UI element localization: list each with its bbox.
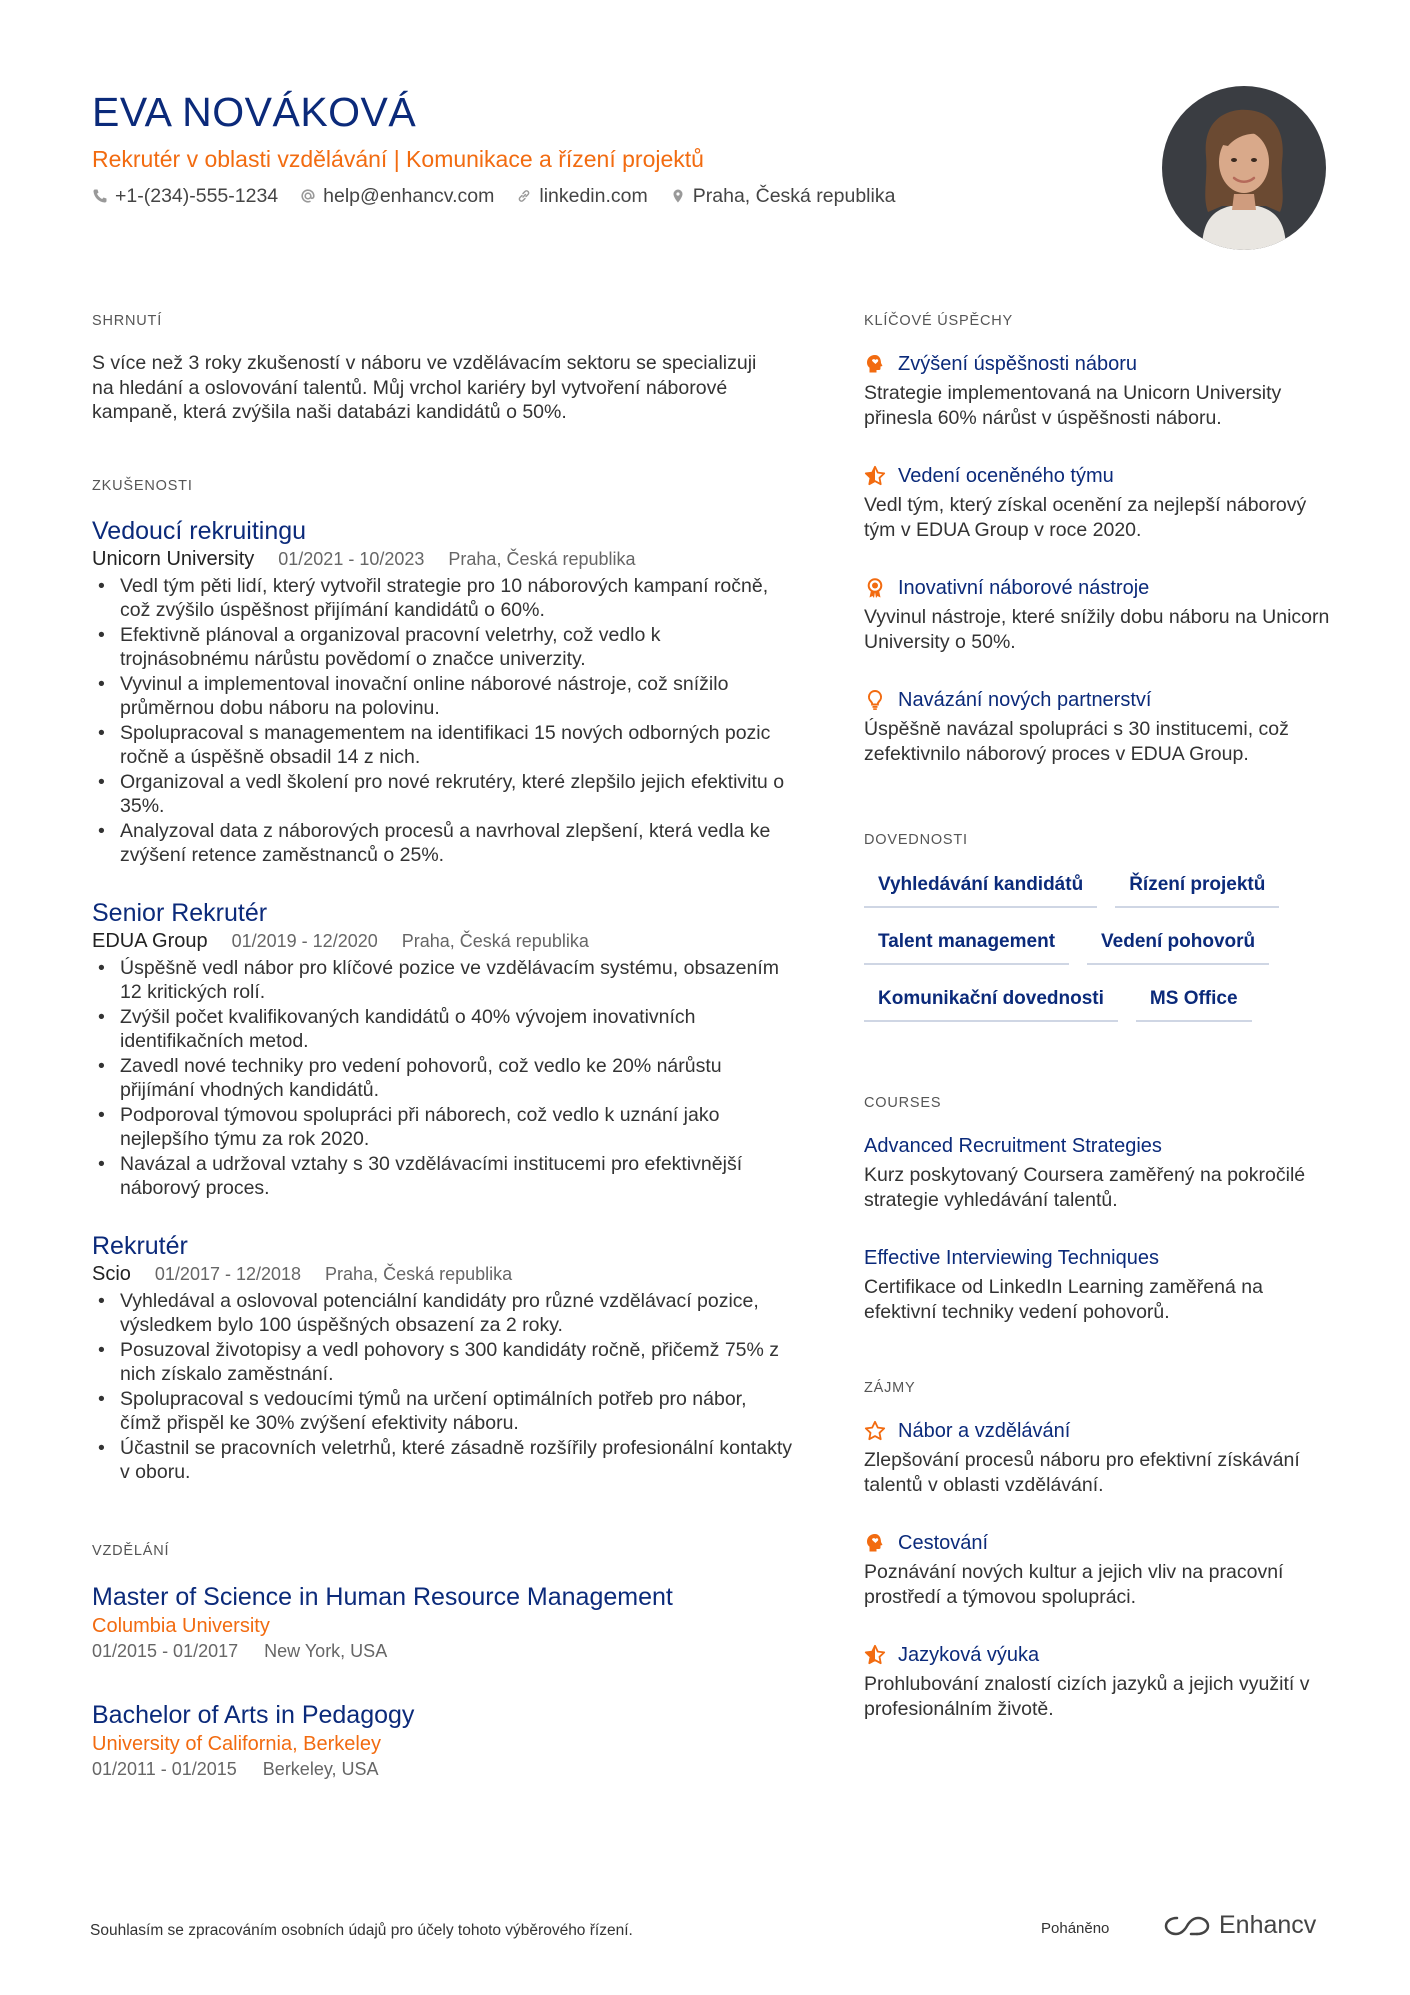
interest-title: Cestování [898, 1532, 989, 1554]
courses-heading: COURSES [864, 1095, 942, 1111]
bullet-item: • Efektivně plánoval a organizoval pracovní veletrhy, což vedlo k trojnásobnému nárůstu povědomí o značce univerzity. [92, 623, 792, 672]
bullet-item: • Zavedl nové techniky pro vedení pohovorů, což vedlo ke 20% nárůstu přijímání vhodných kandidátů. [92, 1054, 792, 1103]
achievement-desc: Strategie implementovaná na Unicorn University přinesla 60% nárůst v úspěšnosti náboru. [864, 382, 1282, 429]
location-text: Praha, Česká republika [692, 185, 896, 207]
skill-tag: Vyhledávání kandidátů [864, 868, 1097, 908]
interest-item [864, 1418, 1334, 1497]
consent-text: Souhlasím se zpracováním osobních údajů pro účely tohoto výběrového řízení. [90, 1922, 633, 1939]
course-item [864, 1245, 1334, 1324]
job-company: Scio [92, 1262, 131, 1285]
school-name: University of California, Berkeley [92, 1732, 381, 1755]
experience-item [92, 1231, 792, 1485]
job-dates: 01/2021 - 10/2023 [278, 548, 425, 569]
job-title: Senior Rekrutér [92, 898, 268, 927]
experience-section [92, 476, 792, 1485]
education-section [92, 1541, 792, 1781]
education-meta [92, 1639, 792, 1663]
education-location: New York, USA [264, 1640, 388, 1661]
phone-text: +1-(234)-555-1234 [115, 185, 279, 207]
bullet-item: • Vyhledával a oslovoval potenciální kandidáty pro různé vzdělávací pozice, výsledkem bylo 100 úspěšných obsazení za 2 roky. [92, 1289, 792, 1338]
course-item [864, 1133, 1334, 1212]
degree-title: Bachelor of Arts in Pedagogy [92, 1700, 415, 1729]
job-title: Vedoucí rekruitingu [92, 516, 307, 545]
education-meta [92, 1757, 792, 1781]
interest-desc: Poznávání nových kultur a jejich vliv na pracovní prostředí a týmovou spolupráci. [864, 1561, 1284, 1608]
head-icon [864, 1532, 886, 1554]
interests-heading: ZÁJMY [864, 1380, 916, 1396]
contact-location [670, 183, 896, 209]
brand-name: Enhancv [1219, 1911, 1317, 1939]
job-bullets [92, 956, 792, 1201]
job-meta [92, 546, 792, 572]
achievement-item [864, 575, 1334, 654]
interest-desc: Prohlubování znalostí cizích jazyků a jejich využití v profesionálním životě. [864, 1673, 1310, 1720]
bullet-item: • Spolupracoval s managementem na identifikaci 15 nových odborných pozic ročně a úspěšně obsadil 14 z nich. [92, 721, 792, 770]
enhancv-logo-icon [1163, 1912, 1211, 1940]
achievement-desc: Úspěšně navázal spolupráci s 30 institucemi, což zefektivnilo náborový proces v EDUA Group. [864, 718, 1289, 765]
contact-linkedin[interactable] [516, 183, 647, 209]
degree-title: Master of Science in Human Resource Management [92, 1582, 673, 1611]
skill-tag: Vedení pohovorů [1087, 925, 1269, 965]
achievement-item [864, 463, 1334, 542]
job-meta [92, 928, 792, 954]
achievement-title: Inovativní náborové nástroje [898, 577, 1150, 599]
job-title: Rekrutér [92, 1231, 188, 1260]
star-half-icon [864, 465, 886, 487]
achievements-heading: KLÍČOVÉ ÚSPĚCHY [864, 313, 1013, 329]
job-bullets [92, 574, 792, 868]
education-dates: 01/2011 - 01/2015 [92, 1758, 237, 1779]
skills-list [864, 868, 1334, 1039]
experience-heading: ZKUŠENOSTI [92, 477, 193, 494]
education-location: Berkeley, USA [262, 1758, 379, 1779]
course-title: Advanced Recruitment Strategies [864, 1135, 1162, 1157]
phone-icon [92, 188, 108, 204]
achievement-item [864, 351, 1334, 430]
at-icon [300, 188, 316, 204]
skills-heading: DOVEDNOSTI [864, 832, 968, 848]
course-desc: Certifikace od LinkedIn Learning zaměřená na efektivní techniky vedení pohovorů. [864, 1276, 1263, 1323]
skill-tag: Řízení projektů [1115, 868, 1279, 908]
course-desc: Kurz poskytovaný Coursera zaměřený na pokročilé strategie vyhledávání talentů. [864, 1164, 1306, 1211]
medal-icon [864, 577, 886, 599]
achievements-section [864, 311, 1334, 766]
job-bullets [92, 1289, 792, 1485]
bullet-item: • Organizoval a vedl školení pro nové rekrutéry, které zlepšilo jejich efektivitu o 35%. [92, 770, 792, 819]
education-item [92, 1699, 792, 1781]
bullet-item: • Posuzoval životopisy a vedl pohovory s 300 kandidáty ročně, přičemž 75% z nich získalo zaměstnání. [92, 1338, 792, 1387]
candidate-name: EVA NOVÁKOVÁ [92, 89, 417, 135]
bullet-item: • Úspěšně vedl nábor pro klíčové pozice ve vzdělávacím systému, obsazením 12 kritických rolí. [92, 956, 792, 1005]
bullet-item: • Spolupracoval s vedoucími týmů na určení optimálních potřeb pro nábor, čímž přispěl ke 30% zvýšení efektivity náboru. [92, 1387, 792, 1436]
enhancv-logo[interactable] [1163, 1911, 1316, 1940]
bullet-item: • Navázal a udržoval vztahy s 30 vzdělávacími institucemi pro efektivnější náborový proces. [92, 1152, 792, 1201]
bullet-item: • Vedl tým pěti lidí, který vytvořil strategie pro 10 náborových kampaní ročně, což zvýšilo úspěšnost přijímání kandidátů o 60%. [92, 574, 792, 623]
interest-item [864, 1530, 1334, 1609]
achievement-title: Navázání nových partnerství [898, 689, 1152, 711]
interests-section [864, 1378, 1334, 1721]
skill-tag: Komunikační dovednosti [864, 982, 1118, 1022]
achievement-title: Vedení oceněného týmu [898, 465, 1114, 487]
location-pin-icon [670, 188, 686, 204]
achievement-title: Zvýšení úspěšnosti náboru [898, 353, 1138, 375]
interest-title: Jazyková výuka [898, 1644, 1040, 1666]
experience-item [92, 516, 792, 868]
link-icon [516, 188, 532, 204]
star-half-icon [864, 1644, 886, 1666]
achievement-desc: Vedl tým, který získal ocenění za nejlepší náborový tým v EDUA Group v roce 2020. [864, 494, 1307, 541]
job-location: Praha, Česká republika [401, 930, 589, 951]
interest-item [864, 1642, 1334, 1721]
skills-section [864, 830, 1334, 1039]
job-company: EDUA Group [92, 929, 208, 952]
resume-header [92, 86, 1142, 209]
summary-heading: SHRNUTÍ [92, 313, 163, 329]
summary-text: S více než 3 roky zkušeností v náboru ve vzdělávacím sektoru se specializuji na hledání a oslovování talentů. Můj vrchol kariéry byl vytvoření náborové kampaně, která zvýšila naši databázi kandidátů o 50%. [92, 352, 757, 423]
job-location: Praha, Česká republika [448, 548, 636, 569]
linkedin-text: linkedin.com [539, 185, 648, 207]
left-column [92, 311, 792, 1781]
achievement-item [864, 687, 1334, 766]
right-column [864, 311, 1334, 1721]
skill-tag: Talent management [864, 925, 1069, 965]
bullet-item: • Analyzoval data z náborových procesů a navrhoval zlepšení, která vedla ke zvýšení retence zaměstnanců o 25%. [92, 819, 792, 868]
course-title: Effective Interviewing Techniques [864, 1247, 1159, 1269]
job-dates: 01/2017 - 12/2018 [154, 1263, 302, 1284]
bullet-item: • Podporoval týmovou spolupráci při náborech, což vedlo k uznání jako nejlepšího týmu za rok 2020. [92, 1103, 792, 1152]
bullet-item: • Účastnil se pracovních veletrhů, které zásadně rozšířily profesionální kontakty v oboru. [92, 1436, 792, 1485]
experience-item [92, 898, 792, 1201]
head-icon [864, 353, 886, 375]
education-heading: VZDĚLÁNÍ [92, 1542, 170, 1559]
job-location: Praha, Česká republika [325, 1263, 513, 1284]
bullet-item: • Zvýšil počet kvalifikovaných kandidátů o 40% vývojem inovativních identifikačních metod. [92, 1005, 792, 1054]
contact-phone[interactable] [92, 183, 278, 209]
skill-tag: MS Office [1136, 982, 1252, 1022]
candidate-title: Rekrutér v oblasti vzdělávání | Komunikace a řízení projektů [92, 146, 704, 172]
powered-by-label: Poháněno [1041, 1920, 1110, 1937]
interest-title: Nábor a vzdělávání [898, 1420, 1071, 1442]
star-outline-icon [864, 1420, 886, 1442]
contact-email[interactable] [300, 183, 494, 209]
school-name: Columbia University [92, 1614, 270, 1637]
achievement-desc: Vyvinul nástroje, které snížily dobu náboru na Unicorn University o 50%. [864, 606, 1330, 653]
lightbulb-icon [864, 689, 886, 711]
job-meta [92, 1261, 792, 1287]
education-dates: 01/2015 - 01/2017 [92, 1640, 239, 1661]
job-company: Unicorn University [92, 547, 255, 570]
profile-photo [1162, 86, 1326, 250]
interest-desc: Zlepšování procesů náboru pro efektivní získávání talentů v oblasti vzdělávání. [864, 1449, 1300, 1496]
summary-section [92, 311, 792, 425]
job-dates: 01/2019 - 12/2020 [231, 930, 378, 951]
education-item [92, 1581, 792, 1663]
bullet-item: • Vyvinul a implementoval inovační online náborové nástroje, což snížilo průměrnou dobu náboru na polovinu. [92, 672, 792, 721]
courses-section [864, 1093, 1334, 1324]
contact-row [92, 183, 1142, 209]
email-text: help@enhancv.com [323, 185, 495, 207]
